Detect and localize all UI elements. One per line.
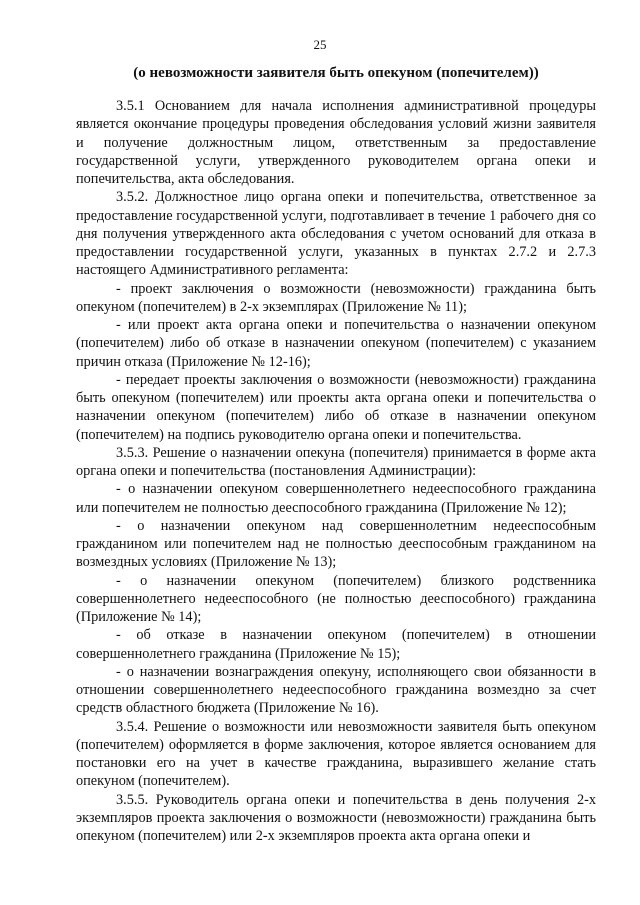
section-heading: (о невозможности заявителя быть опекуном (попечителем)) [133,65,539,81]
document-body [76,97,596,845]
paragraph-3-5-1: 3.5.1 Основанием для начала исполнения административной процедуры является окончание процедуры проведения обследования условий жизни заявителя и получение должностным лицом, ответственным за предоставление государственной услуги, утвержденного руководителем органа опеки и попечительства, акта обследования. [76,98,596,187]
paragraph-3-5-4: 3.5.4. Решение о возможности или невозможности заявителя быть опекуном (попечителем) оформляется в форме заключения, которое является основанием для постановки его на учет в качестве гражданина, выразившего желание стать опекуном (попечителем). [76,718,596,790]
page-number: 25 [313,37,327,52]
list-item: - о назначении опекуном совершеннолетнего недееспособного гражданина или попечителем не полностью дееспособного гражданина (Приложение № 12); [76,481,596,516]
list-item: - об отказе в назначении опекуном (попечителем) в отношении совершеннолетнего гражданина (Приложение № 15); [76,627,596,662]
paragraph-3-5-3: 3.5.3. Решение о назначении опекуна (попечителя) принимается в форме акта органа опеки и попечительства (постановления Администрации): [76,444,596,479]
list-item: - о назначении опекуном над совершеннолетним недееспособным гражданином или попечителем над не полностью дееспособным гражданином на возмездных условиях (Приложение № 13); [76,517,596,571]
list-item: - о назначении опекуном (попечителем) близкого родственника совершеннолетнего недееспособного (не полностью дееспособного) гражданина (Приложение № 14); [76,572,596,625]
list-item: - передает проекты заключения о возможности (невозможности) гражданина быть опекуном (попечителем) или проекты акта органа опеки и попечительства о назначении опекуном (попечителем) либо об отказе в назначении опекуном (попечителем) на подпись руководителю органа опеки и попечительства. [76,371,596,443]
paragraph-3-5-5: 3.5.5. Руководитель органа опеки и попечительства в день получения 2-х экземпляров проекта заключения о возможности (невозможности) гражданина быть опекуном (попечителем) или 2-х экземпляров проекта акта органа опеки и [76,791,596,844]
list-item: - проект заключения о возможности (невозможности) гражданина быть опекуном (попечителем) в 2-х экземплярах (Приложение № 11); [76,280,596,315]
paragraph-3-5-2: 3.5.2. Должностное лицо органа опеки и попечительства, ответственное за предоставление государственной услуги, подготавливает в течение 1 рабочего дня со дня получения утвержденного акта обследования с учетом оснований для отказа в предоставлении государственной услуги, указанных в пунктах 2.7.2 и 2.7.3 настоящего Административного регламента: [76,189,596,279]
list-item: - о назначении вознаграждения опекуну, исполняющего свои обязанности в отношении совершеннолетнего недееспособного гражданина возмездно за счет средств областного бюджета (Приложение № 16). [76,663,596,717]
list-item: - или проект акта органа опеки и попечительства о назначении опекуном (попечителем) либо об отказе в назначении опекуном (попечителем) с указанием причин отказа (Приложение № 12-16); [76,317,596,370]
